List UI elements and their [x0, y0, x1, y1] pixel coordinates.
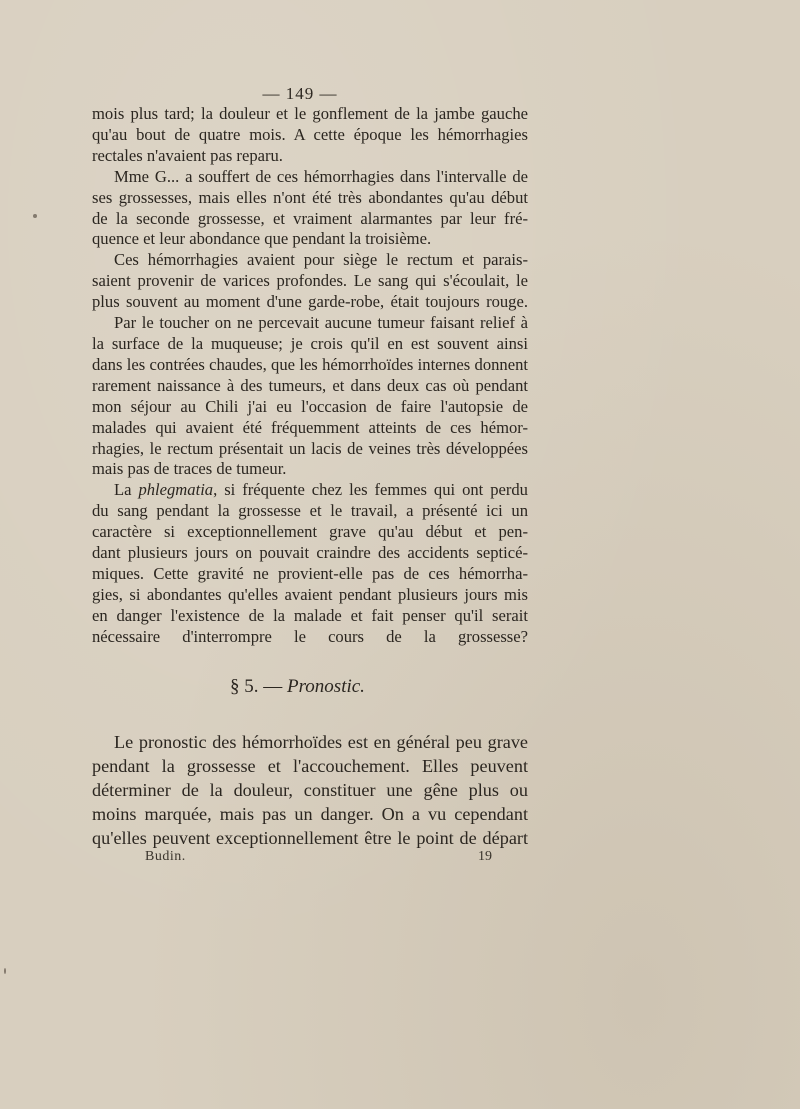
footer-author: Budin. — [145, 849, 186, 864]
text-line: rectales n'avaient pas reparu. — [92, 145, 283, 165]
section-number: § 5. — — [230, 676, 287, 697]
text-line: du sang pendant la grossesse et le travail, a présenté ici un — [92, 501, 528, 521]
text-line: mon séjour au Chili j'ai eu l'occasion de faire l'autopsie de — [92, 396, 528, 416]
text-line: moins marquée, mais pas un danger. On a vu cependant — [92, 804, 528, 824]
text-line: Mme G... a souffert de ces hémorrhagies dans l'intervalle de — [114, 166, 528, 186]
text-line: malades qui avaient été fréquemment atteints de ces hémor- — [92, 417, 528, 437]
text-run: La — [114, 480, 139, 500]
text-line: pendant la grossesse et l'accouchement. Elles peuvent — [92, 756, 528, 776]
text-line: gies, si abondantes qu'elles avaient pendant plusieurs jours mis — [92, 584, 528, 604]
text-line: rarement naissance à des tumeurs, et dans deux cas où pendant — [92, 375, 528, 395]
text-line: qu'elles peuvent exceptionnellement être le point de départ — [92, 828, 528, 848]
footer-signature: 19 — [478, 849, 492, 864]
text-line: en danger l'existence de la malade et fait penser qu'il serait — [92, 605, 528, 625]
text-line: quence et leur abondance que pendant la troisième. — [92, 229, 432, 249]
italic-term: phlegmatia — [138, 480, 214, 500]
text-line: Par le toucher on ne percevait aucune tumeur faisant relief à — [114, 313, 528, 333]
text-line: mois plus tard; la douleur et le gonflement de la jambe gauche — [92, 104, 528, 123]
text-line: Le pronostic des hémorrhoïdes est en général peu grave — [114, 732, 528, 752]
text-line: caractère si exceptionnellement grave qu'au début et pen- — [92, 522, 528, 542]
text-line — [92, 480, 528, 501]
text-line: mais pas de traces de tumeur. — [92, 459, 287, 479]
page-number: — 149 — — [262, 84, 338, 103]
text-line: de la seconde grossesse, et vraiment alarmantes par leur fré- — [92, 208, 528, 228]
section-title: Pronostic. — [287, 676, 365, 697]
text-line: nécessaire d'interrompre le cours de la grossesse? — [92, 626, 528, 646]
text-line: miques. Cette gravité ne provient-elle pas de ces hémorrha- — [92, 563, 528, 583]
text-run: , si fréquente chez les femmes qui ont perdu — [213, 480, 528, 500]
section-heading — [230, 676, 430, 698]
text-line: rhagies, le rectum présentait un lacis de veines très développées — [92, 438, 528, 458]
text-line: dant plusieurs jours on pouvait craindre des accidents septicé- — [92, 543, 528, 563]
text-line: dans les contrées chaudes, que les hémorrhoïdes internes donnent — [92, 354, 528, 374]
paper-speck — [33, 214, 37, 218]
text-line: qu'au bout de quatre mois. A cette époque les hémorrhagies — [92, 124, 528, 144]
text-line: Ces hémorrhagies avaient pour siège le rectum et parais- — [114, 250, 528, 270]
text-line: plus souvent au moment d'une garde-robe, était toujours rouge. — [92, 292, 528, 312]
text-line: la surface de la muqueuse; je crois qu'il en est souvent ainsi — [92, 333, 528, 353]
paper-speck — [4, 968, 6, 974]
body-text-upper — [92, 104, 528, 648]
text-line: ses grossesses, mais elles n'ont été très abondantes qu'au début — [92, 187, 528, 207]
text-line: saient provenir de varices profondes. Le sang qui s'écoulait, le — [92, 271, 528, 291]
body-text-lower — [92, 730, 528, 850]
text-line: déterminer de la douleur, constituer une gêne plus ou — [92, 780, 528, 800]
